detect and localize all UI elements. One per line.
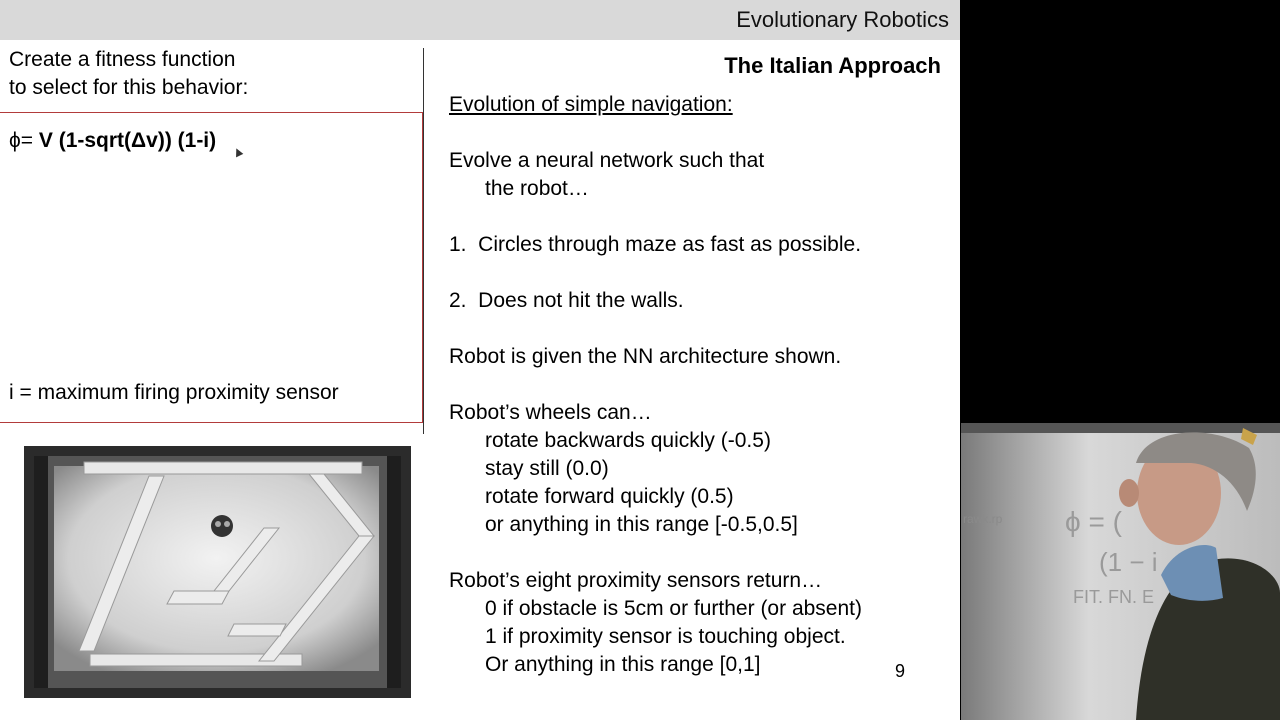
whiteboard-caption: FIT. FN. E — [1073, 587, 1154, 607]
wheels-heading: Robot’s wheels can… — [449, 401, 652, 424]
slide-title: The Italian Approach — [724, 53, 941, 78]
slide-header-title: Evolutionary Robotics — [736, 7, 949, 32]
wheels-item: stay still (0.0) — [485, 457, 609, 480]
page-number: 9 — [895, 661, 906, 681]
sensor-definition: i = maximum firing proximity sensor — [9, 381, 339, 404]
evolve-line-1: Evolve a neural network such that — [449, 149, 765, 172]
maze-photo — [24, 446, 411, 698]
webcam-video — [961, 423, 1280, 720]
column-divider — [423, 48, 424, 434]
sensors-item: 0 if obstacle is 5cm or further (or absent) — [485, 597, 862, 620]
goal-item-2: 2. Does not hit the walls. — [449, 289, 684, 312]
formula-expression: V (1-sqrt(Δv)) (1-i) — [38, 129, 217, 152]
whiteboard-formula-line-2: (1 − i — [1099, 547, 1158, 577]
slide-body — [449, 91, 949, 679]
navigation-heading: Evolution of simple navigation: — [449, 93, 733, 116]
whiteboard-text-fragment: rawk.rp — [963, 512, 1003, 526]
fitness-prompt-line-1: Create a fitness function — [9, 48, 236, 71]
nn-architecture-line: Robot is given the NN architecture shown. — [449, 345, 842, 368]
sensors-item: 1 if proximity sensor is touching object. — [485, 625, 846, 648]
slide-header-bar — [0, 0, 960, 40]
fitness-formula — [9, 129, 216, 153]
wheels-item: or anything in this range [-0.5,0.5] — [485, 513, 798, 536]
whiteboard-formula-line-1: ϕ = ( — [1065, 506, 1122, 537]
wheels-item: rotate backwards quickly (-0.5) — [485, 429, 771, 452]
goal-item-1: 1. Circles through maze as fast as possible. — [449, 233, 862, 256]
evolve-line-2: the robot… — [485, 177, 589, 200]
phi-symbol: ϕ= — [9, 129, 34, 152]
wheels-item: rotate forward quickly (0.5) — [485, 485, 734, 508]
fitness-prompt — [9, 46, 248, 102]
fitness-prompt-line-2: to select for this behavior: — [9, 76, 249, 99]
sensors-heading: Robot’s eight proximity sensors return… — [449, 569, 823, 592]
answer-box — [0, 112, 423, 423]
sensors-item: Or anything in this range [0,1] — [485, 653, 761, 676]
